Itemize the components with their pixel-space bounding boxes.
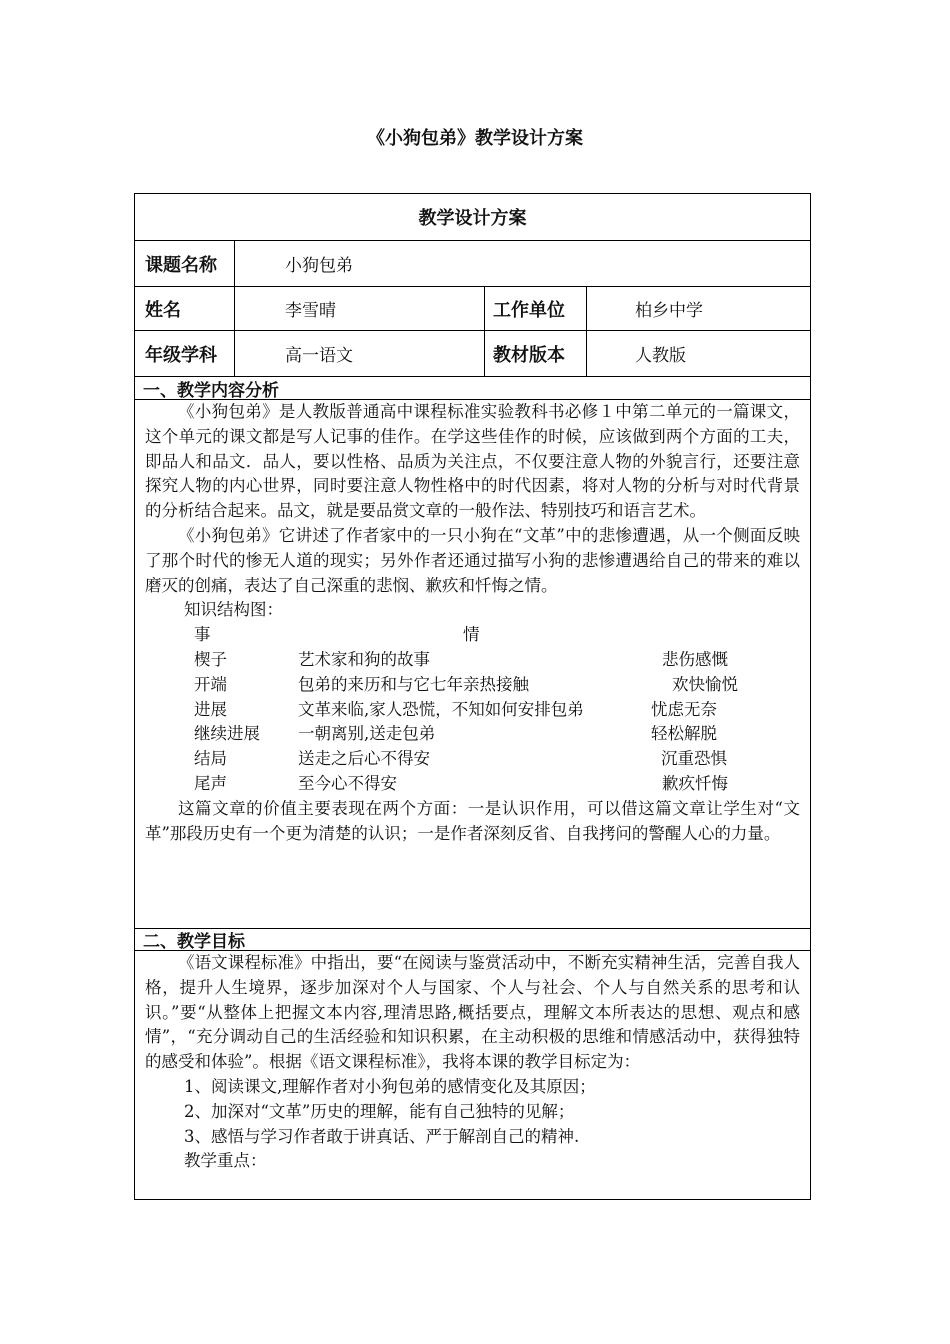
table-header-row xyxy=(135,194,810,241)
edition-value: 人教版 xyxy=(635,346,686,366)
design-table xyxy=(134,193,811,1200)
diagram-row xyxy=(145,722,800,747)
diagram-stage: 结局 xyxy=(194,749,227,769)
section2-body xyxy=(135,951,810,1174)
goal-1: 1、阅读课文,理解作者对小狗包弟的感情变化及其原因； xyxy=(184,1076,596,1096)
diagram-event: 包弟的来历和与它七年亲热接触 xyxy=(298,674,529,694)
key-points-label: 教学重点： xyxy=(184,1151,267,1171)
diagram-header-event: 事 xyxy=(194,625,211,645)
grade-label: 年级学科 xyxy=(145,344,217,366)
section1-paragraph-1: 《小狗包弟》是人教版普通高中课程标准实验教科书必修１中第二单元的一篇课文，这个单元的课文都是写人记事的佳作。在学这些佳作的时候，应该做到两个方面的工夫，即品人和品文．品人，要以性格、品质为关注点，不仅要注意人物的外貌言行，还要注意探究人物的内心世界，同时要注意人物性格中的时代因素，将对人物的分析与对时代背景的分析结合起来。品文，就是要品赏文章的一般作法、特别技巧和语言艺术。 xyxy=(145,402,800,521)
diagram-row xyxy=(145,698,800,723)
name-label: 姓名 xyxy=(145,299,181,321)
section1-paragraph-3: 这篇文章的价值主要表现在两个方面：一是认识作用，可以借这篇文章让学生对“文革”那段历史有一个更为清楚的认识；一是作者深刻反省、自我拷问的警醒人心的力量。 xyxy=(145,798,800,843)
diagram-event: 文革来临,家人恐慌，不知如何安排包弟 xyxy=(298,699,584,719)
section2-heading: 二、教学目标 xyxy=(135,929,810,951)
course-value: 小狗包弟 xyxy=(285,256,353,276)
diagram-row xyxy=(145,747,800,772)
diagram-label: 知识结构图： xyxy=(184,600,283,620)
diagram-stage: 楔子 xyxy=(194,649,227,669)
diagram-event: 送走之后心不得安 xyxy=(298,749,430,769)
diagram-stage: 进展 xyxy=(194,699,227,719)
diagram-emotion: 歉疚忏悔 xyxy=(662,773,728,793)
diagram-stage: 尾声 xyxy=(194,773,227,793)
table-header: 教学设计方案 xyxy=(418,208,527,229)
diagram-emotion: 忧虑无奈 xyxy=(651,699,717,719)
section1-heading: 一、教学内容分析 xyxy=(135,377,810,400)
diagram-row xyxy=(145,772,800,797)
diagram-event: 至今心不得安 xyxy=(298,773,397,793)
divider xyxy=(234,241,235,286)
course-row xyxy=(135,241,810,287)
diagram-row xyxy=(145,673,800,698)
diagram-emotion: 悲伤感慨 xyxy=(662,649,728,669)
diagram-header-emotion: 情 xyxy=(463,625,480,645)
divider xyxy=(484,331,485,376)
divider xyxy=(586,331,587,376)
section1-paragraph-2: 《小狗包弟》它讲述了作者家中的一只小狗在“文革”中的悲惨遭遇，从一个侧面反映了那个时代的惨无人道的现实；另外作者还通过描写小狗的悲惨遭遇给自己的带来的难以磨灭的创痛，表达了自己深重的悲悯、歉疚和忏悔之情。 xyxy=(145,525,800,595)
goal-2: 2、加深对“文革”历史的理解，能有自己独特的见解； xyxy=(184,1101,575,1121)
section2-paragraph-1: 《语文课程标准》中指出，要“在阅读与鉴赏活动中，不断充实精神生活，完善自我人格，提升人生境界，逐步加深对个人与国家、个人与社会、个人与自然关系的思考和认识。”要“从整体上把握文本内容,理清思路,概括要点，理解文本所表达的思想、观点和感情”，“充分调动自己的生活经验和知识积累，在主动积极的思维和情感活动中，获得独特的感受和体验”。根据《语文课程标准》，我将本课的教学目标定为： xyxy=(145,953,800,1072)
name-row xyxy=(135,287,810,331)
grade-row xyxy=(135,331,810,377)
diagram-row xyxy=(145,648,800,673)
divider xyxy=(234,287,235,330)
diagram-rows xyxy=(145,648,800,797)
unit-value: 柏乡中学 xyxy=(635,301,703,321)
diagram-emotion: 欢快愉悦 xyxy=(672,674,738,694)
section1-body xyxy=(135,400,810,929)
goal-3: 3、感悟与学习作者敢于讲真话、严于解剖自己的精神. xyxy=(184,1126,580,1146)
diagram-stage: 开端 xyxy=(194,674,227,694)
divider xyxy=(484,287,485,330)
diagram-emotion: 沉重恐惧 xyxy=(661,749,727,769)
course-label: 课题名称 xyxy=(145,254,217,276)
diagram-header-row xyxy=(145,623,800,648)
edition-label: 教材版本 xyxy=(493,344,565,366)
diagram-emotion: 轻松解脱 xyxy=(651,724,717,744)
diagram-event: 艺术家和狗的故事 xyxy=(298,649,430,669)
divider xyxy=(586,287,587,330)
diagram-event: 一朝离别,送走包弟 xyxy=(298,724,436,744)
grade-value: 高一语文 xyxy=(285,346,353,366)
unit-label: 工作单位 xyxy=(493,299,565,321)
diagram-stage: 继续进展 xyxy=(194,724,260,744)
divider xyxy=(234,331,235,376)
document-title: 《小狗包弟》教学设计方案 xyxy=(367,128,583,149)
name-value: 李雪晴 xyxy=(285,301,336,321)
